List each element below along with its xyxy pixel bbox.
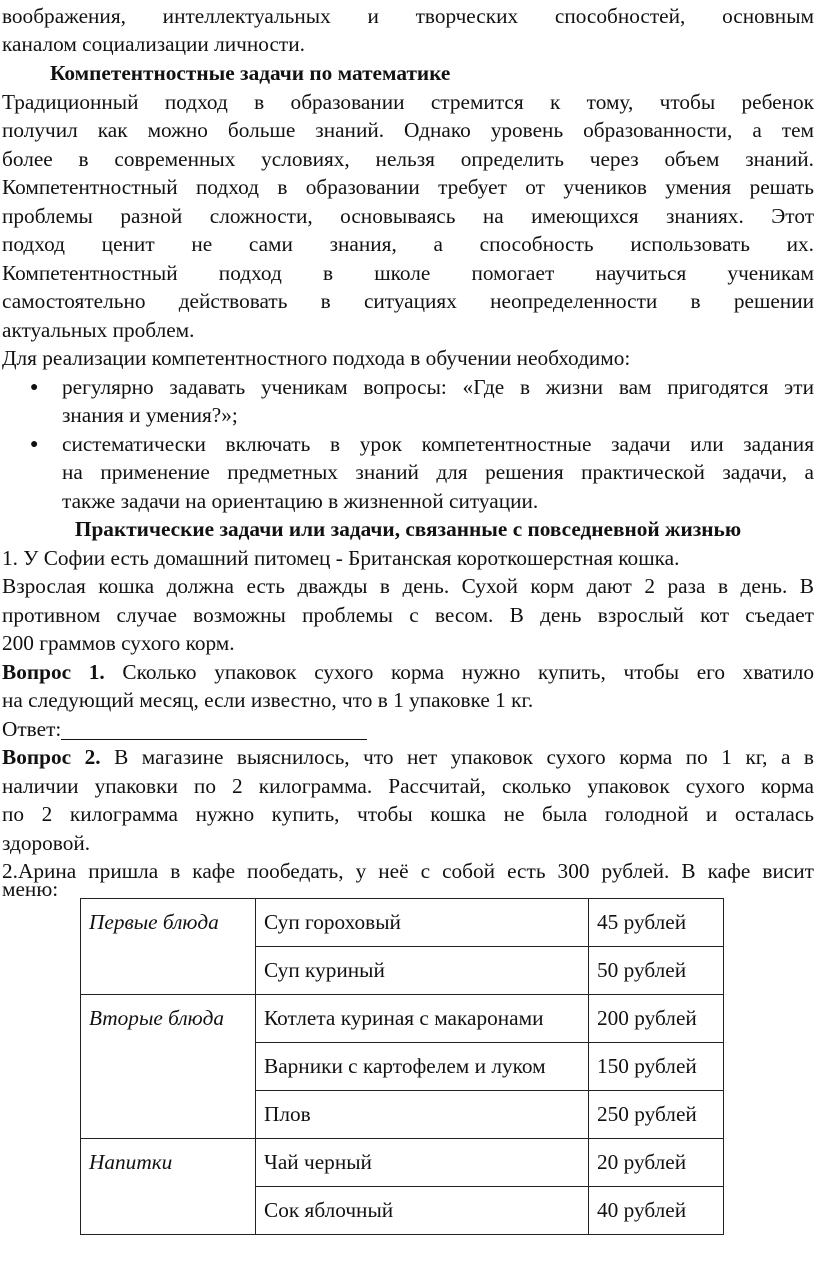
bullet-line: на применение предметных знаний для решения практической задачи, а [62,460,814,484]
category-cell: Первые блюда [81,899,256,995]
dish-cell: Варники с картофелем и луком [256,1043,589,1091]
paragraph-line: проблемы разной сложности, основываясь на имеющихся знаниях. Этот [2,204,814,228]
dish-cell: Суп куриный [256,947,589,995]
paragraph-line: получил как можно больше знаний. Однако уровень образованности, а тем [2,118,814,142]
question-text: Сколько упаковок сухого корма нужно купить, чтобы его хватило [104,660,814,684]
section-heading: Компетентностные задачи по математике [50,61,451,85]
section-heading: Практические задачи или задачи, связанные с повседневной жизнью [74,517,742,541]
question-line: здоровой. [2,831,91,855]
dish-cell: Сок яблочный [256,1187,589,1235]
question-label: Вопрос 1. [2,660,105,684]
task-line: меню: [2,877,59,901]
paragraph-line: самостоятельно действовать в ситуациях неопределенности в решении [2,289,814,313]
task-line: Взрослая кошка должна есть дважды в день. Сухой корм дают 2 раза в день. В [2,574,814,598]
paragraph-line: Компетентностный подход в образовании требует от учеников умения решать [2,175,814,199]
question-line [2,658,814,687]
dish-cell: Плов [256,1091,589,1139]
price-cell: 150 рублей [589,1043,724,1091]
table-row [81,1139,724,1187]
question-line [2,743,814,772]
price-cell: 250 рублей [589,1091,724,1139]
table-row [81,899,724,947]
bullet-icon: ● [30,380,39,395]
bullet-line: систематически включать в урок компетентностные задачи или задания [62,432,814,456]
category-cell: Вторые блюда [81,995,256,1139]
task-line: противном случае возможны проблемы с весом. В день взрослый кот съедает [2,603,814,627]
question-label: Вопрос 2. [2,745,101,769]
bullet-line: знания и умения?»; [62,403,238,427]
paragraph-line: Компетентностный подход в школе помогает научиться ученикам [2,261,814,285]
intro-line: воображения, интеллектуальных и творческих способностей, основным [2,4,814,28]
bullet-icon: ● [30,437,39,452]
category-cell: Напитки [81,1139,256,1235]
bullet-line: регулярно задавать ученикам вопросы: «Где в жизни вам пригодятся эти [62,375,814,399]
intro-line: каналом социализации личности. [2,32,305,56]
paragraph-line: подход ценит не сами знания, а способность использовать их. [2,232,814,256]
paragraph-line: Традиционный подход в образовании стремится к тому, чтобы ребенок [2,90,814,114]
paragraph-line: более в современных условиях, нельзя определить через объем знаний. [2,147,814,171]
dish-cell: Суп гороховый [256,899,589,947]
answer-label: Ответ: [2,717,62,741]
price-cell: 45 рублей [589,899,724,947]
price-cell: 20 рублей [589,1139,724,1187]
question-line: наличии упаковки по 2 килограмма. Рассчитай, сколько упаковок сухого корма [2,774,814,798]
table-row [81,995,724,1043]
question-text: В магазине выяснилось, что нет упаковок сухого корма по 1 кг, а в [100,745,814,769]
question-line: на следующий месяц, если известно, что в 1 упаковке 1 кг. [2,688,534,712]
price-cell: 200 рублей [589,995,724,1043]
task-line: 1. У Софии есть домашний питомец - Британская короткошерстная кошка. [2,546,680,570]
task-line: 200 граммов сухого корм. [2,631,235,655]
dish-cell: Котлета куриная с макаронами [256,995,589,1043]
paragraph-line: актуальных проблем. [2,318,195,342]
bullet-line: также задачи на ориентацию в жизненной ситуации. [62,489,539,513]
paragraph-line: Для реализации компетентностного подхода в обучении необходимо: [2,346,631,370]
question-line: по 2 килограмма нужно купить, чтобы кошка не была голодной и осталась [2,802,814,826]
dish-cell: Чай черный [256,1139,589,1187]
task-line: 2.Арина пришла в кафе пообедать, у неё с собой есть 300 рублей. В кафе висит [2,859,814,883]
answer-blank[interactable] [61,717,367,740]
price-cell: 50 рублей [589,947,724,995]
menu-table [80,898,724,1235]
answer-row [2,715,814,744]
price-cell: 40 рублей [589,1187,724,1235]
